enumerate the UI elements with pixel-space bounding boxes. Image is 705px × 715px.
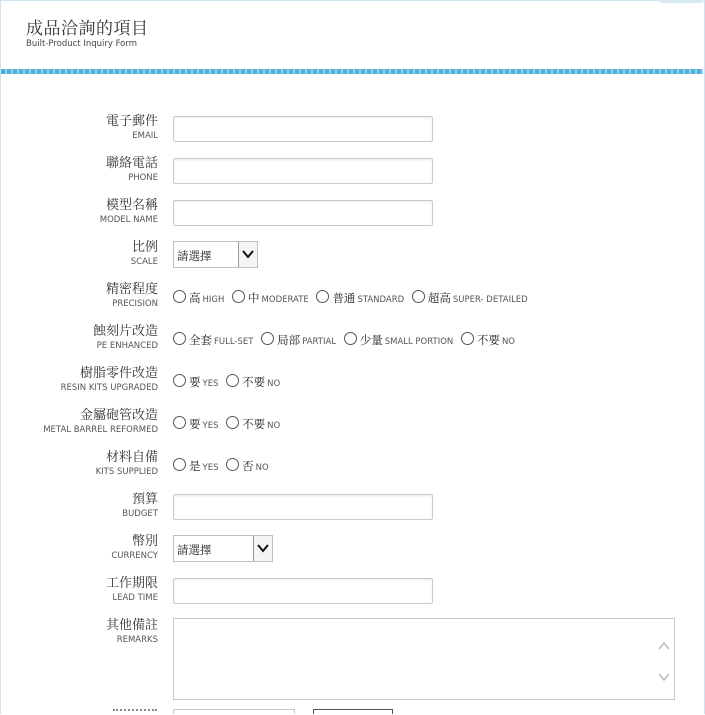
option-label-en: NO (267, 421, 281, 431)
scroll-up-icon[interactable] (658, 635, 670, 654)
option-label-zh: 是 (189, 459, 201, 473)
option-label-en: NO (501, 337, 516, 347)
kits-label-en: KITS SUPPLIED (95, 467, 158, 477)
option-label-en: STANDARD (357, 295, 405, 305)
radio-button[interactable] (226, 458, 239, 471)
top-accent-strip (660, 0, 703, 3)
scale-select[interactable] (173, 241, 258, 268)
option-label-en: FULL-SET (214, 337, 254, 347)
resin-label-zh: 樹脂零件改造 (79, 366, 158, 381)
option-label-zh: 中 (248, 291, 260, 305)
scroll-down-icon[interactable] (658, 666, 670, 685)
email-field[interactable] (173, 116, 433, 142)
radio-button[interactable] (173, 458, 186, 471)
option-label-en: NO (267, 379, 281, 389)
scale-label (131, 240, 158, 267)
currency-selected-value: 請選擇 (177, 543, 212, 557)
resin-label (61, 366, 158, 393)
resin-radio-group (173, 374, 284, 392)
chevron-down-icon[interactable] (238, 242, 257, 267)
remarks-textarea[interactable] (173, 618, 675, 700)
option-label-en: NO (255, 463, 269, 473)
option-label-zh: 高 (189, 291, 201, 305)
resin-label-en: RESIN KITS UPGRADED (60, 383, 158, 393)
email-label-en: EMAIL (132, 131, 158, 141)
option-label-zh: 超高 (427, 291, 451, 305)
lead-time-field[interactable] (173, 578, 433, 604)
cutoff-button[interactable] (313, 709, 393, 714)
radio-button[interactable] (226, 374, 239, 387)
precision-label (106, 282, 158, 309)
currency-label-zh: 幣別 (131, 534, 158, 549)
option-label-zh: 要 (189, 375, 201, 389)
header-divider (1, 69, 703, 74)
cutoff-label (113, 709, 157, 715)
precision-option-super-detailed[interactable] (412, 290, 528, 308)
remarks-label-zh: 其他備註 (105, 618, 158, 633)
barrel-option-yes[interactable] (173, 416, 218, 434)
radio-button[interactable] (261, 332, 274, 345)
radio-button[interactable] (173, 416, 186, 429)
option-label-zh: 不要 (242, 417, 266, 431)
barrel-label (43, 408, 158, 435)
pe-option-small-portion[interactable] (344, 332, 454, 350)
kits-label-zh: 材料自備 (105, 450, 158, 465)
budget-label-en: BUDGET (122, 509, 158, 519)
option-label-en: YES (202, 379, 219, 389)
radio-button[interactable] (412, 290, 425, 303)
option-label-zh: 要 (189, 417, 201, 431)
kits-label (96, 450, 158, 477)
chevron-down-icon[interactable] (253, 536, 272, 561)
model-name-label-zh: 模型名稱 (105, 198, 158, 213)
form-subtitle: Built-Product Inquiry Form (26, 39, 137, 49)
currency-select[interactable] (173, 535, 273, 562)
option-label-en: YES (202, 421, 219, 431)
option-label-zh: 否 (242, 459, 254, 473)
pe-label-en: PE ENHANCED (96, 341, 158, 351)
radio-button[interactable] (316, 290, 329, 303)
remarks-label (106, 618, 158, 645)
option-label-en: YES (202, 463, 219, 473)
option-label-zh: 不要 (476, 333, 500, 347)
option-label-en: MODERATE (261, 295, 309, 305)
resin-option-yes[interactable] (173, 374, 218, 392)
kits-radio-group (173, 458, 273, 476)
lead-time-label-en: LEAD TIME (112, 593, 158, 603)
pe-option-full-set[interactable] (173, 332, 253, 350)
email-label (106, 114, 158, 141)
scale-selected-value: 請選擇 (177, 249, 212, 263)
cutoff-input[interactable] (173, 709, 295, 714)
lead-time-label (106, 576, 158, 603)
barrel-label-en: METAL BARREL REFORMED (43, 425, 158, 435)
phone-label (106, 156, 158, 183)
precision-option-moderate[interactable] (232, 290, 309, 308)
model-name-label-en: MODEL NAME (99, 215, 158, 225)
pe-option-partial[interactable] (261, 332, 336, 350)
radio-button[interactable] (232, 290, 245, 303)
phone-label-en: PHONE (128, 173, 158, 183)
pe-label-zh: 蝕刻片改造 (92, 324, 158, 339)
radio-button[interactable] (226, 416, 239, 429)
form-header (26, 18, 149, 49)
precision-option-standard[interactable] (316, 290, 404, 308)
precision-label-en: PRECISION (112, 299, 158, 309)
option-label-zh: 局部 (277, 333, 301, 347)
resin-option-no[interactable] (226, 374, 280, 392)
option-label-zh: 不要 (242, 375, 266, 389)
model-name-field[interactable] (173, 200, 433, 226)
radio-button[interactable] (344, 332, 357, 345)
option-label-en: SUPER- DETAILED (452, 295, 528, 305)
precision-label-zh: 精密程度 (105, 282, 158, 297)
kits-option-yes[interactable] (173, 458, 218, 476)
currency-label (111, 534, 158, 561)
radio-button[interactable] (173, 332, 186, 345)
form-title: 成品洽詢的項目 (26, 19, 149, 39)
option-label-en: SMALL PORTION (384, 337, 454, 347)
budget-label (122, 492, 158, 519)
phone-label-zh: 聯絡電話 (105, 156, 158, 171)
budget-field[interactable] (173, 494, 433, 520)
pe-label (93, 324, 158, 351)
barrel-label-zh: 金屬砲管改造 (79, 408, 158, 423)
option-label-zh: 全套 (189, 333, 212, 347)
email-label-zh: 電子郵件 (105, 114, 158, 129)
phone-field[interactable] (173, 158, 433, 184)
radio-button[interactable] (173, 374, 186, 387)
barrel-option-no[interactable] (226, 416, 280, 434)
kits-option-no[interactable] (226, 458, 269, 476)
option-label-zh: 普通 (332, 291, 356, 305)
precision-option-high[interactable] (173, 290, 224, 308)
scale-label-en: SCALE (130, 257, 158, 267)
precision-radio-group (173, 290, 532, 308)
option-label-en: HIGH (202, 295, 225, 305)
remarks-label-en: REMARKS (116, 635, 158, 645)
lead-time-label-zh: 工作期限 (105, 576, 158, 591)
pe-radio-group (173, 332, 519, 350)
radio-button[interactable] (173, 290, 186, 303)
currency-label-en: CURRENCY (111, 551, 158, 561)
option-label-zh: 少量 (359, 333, 383, 347)
scale-label-zh: 比例 (131, 240, 158, 255)
budget-label-zh: 預算 (131, 492, 158, 507)
model-name-label (100, 198, 158, 225)
option-label-en: PARTIAL (302, 337, 337, 347)
pe-option-no[interactable] (461, 332, 515, 350)
radio-button[interactable] (461, 332, 474, 345)
barrel-radio-group (173, 416, 284, 434)
